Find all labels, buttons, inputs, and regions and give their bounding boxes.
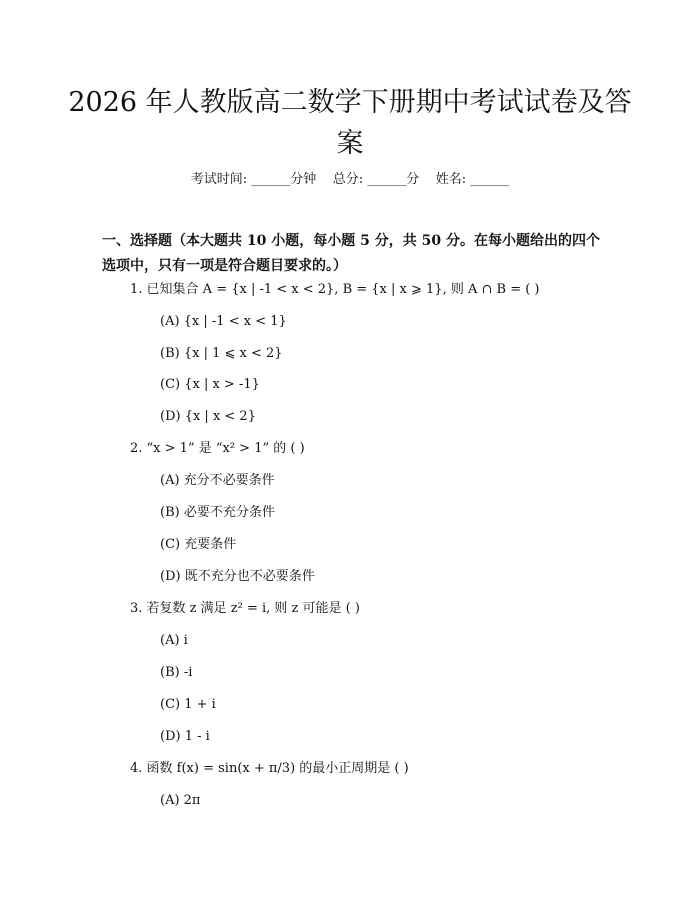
question-3-option-d: (D) 1 - i [160,729,210,744]
question-2-option-a: (A) 充分不必要条件 [160,473,275,488]
question-1-option-b: (B) {x | 1 ⩽ x < 2} [160,346,283,361]
question-2-option-d: (D) 既不充分也不必要条件 [160,569,315,584]
question-1-option-c: (C) {x | x > -1} [160,377,260,392]
question-2-option-c: (C) 充要条件 [160,537,237,552]
question-1-option-a: (A) {x | -1 < x < 1} [160,314,287,329]
question-2: 2. “x > 1” 是 “x² > 1” 的 ( ) [130,441,305,456]
page-title: 2026 年人教版高二数学下册期中考试试卷及答案 [68,87,632,159]
question-1-option-d: (D) {x | x < 2} [160,409,256,424]
question-4: 4. 函数 f(x) = sin(x + π/3) 的最小正周期是 ( ) [130,761,409,776]
question-3-option-c: (C) 1 + i [160,697,216,712]
question-2-option-b: (B) 必要不充分条件 [160,505,275,520]
exam-info-line: 考试时间: ______分钟 总分: ______分 姓名: ______ [190,172,510,187]
question-3: 3. 若复数 z 满足 z² = i, 则 z 可能是 ( ) [130,601,360,616]
question-1: 1. 已知集合 A = {x | -1 < x < 2}, B = {x | x ⩾ 1}, 则 A ∩ B = ( ) [130,282,540,297]
question-4-option-a: (A) 2π [160,793,201,808]
question-3-option-b: (B) -i [160,665,193,680]
section-heading: 一、选择题（本大题共 10 小题，每小题 5 分，共 50 分。在每小题给出的四个选项中，只有一项是符合题目要求的。） [102,233,600,274]
question-3-option-a: (A) i [160,633,188,648]
